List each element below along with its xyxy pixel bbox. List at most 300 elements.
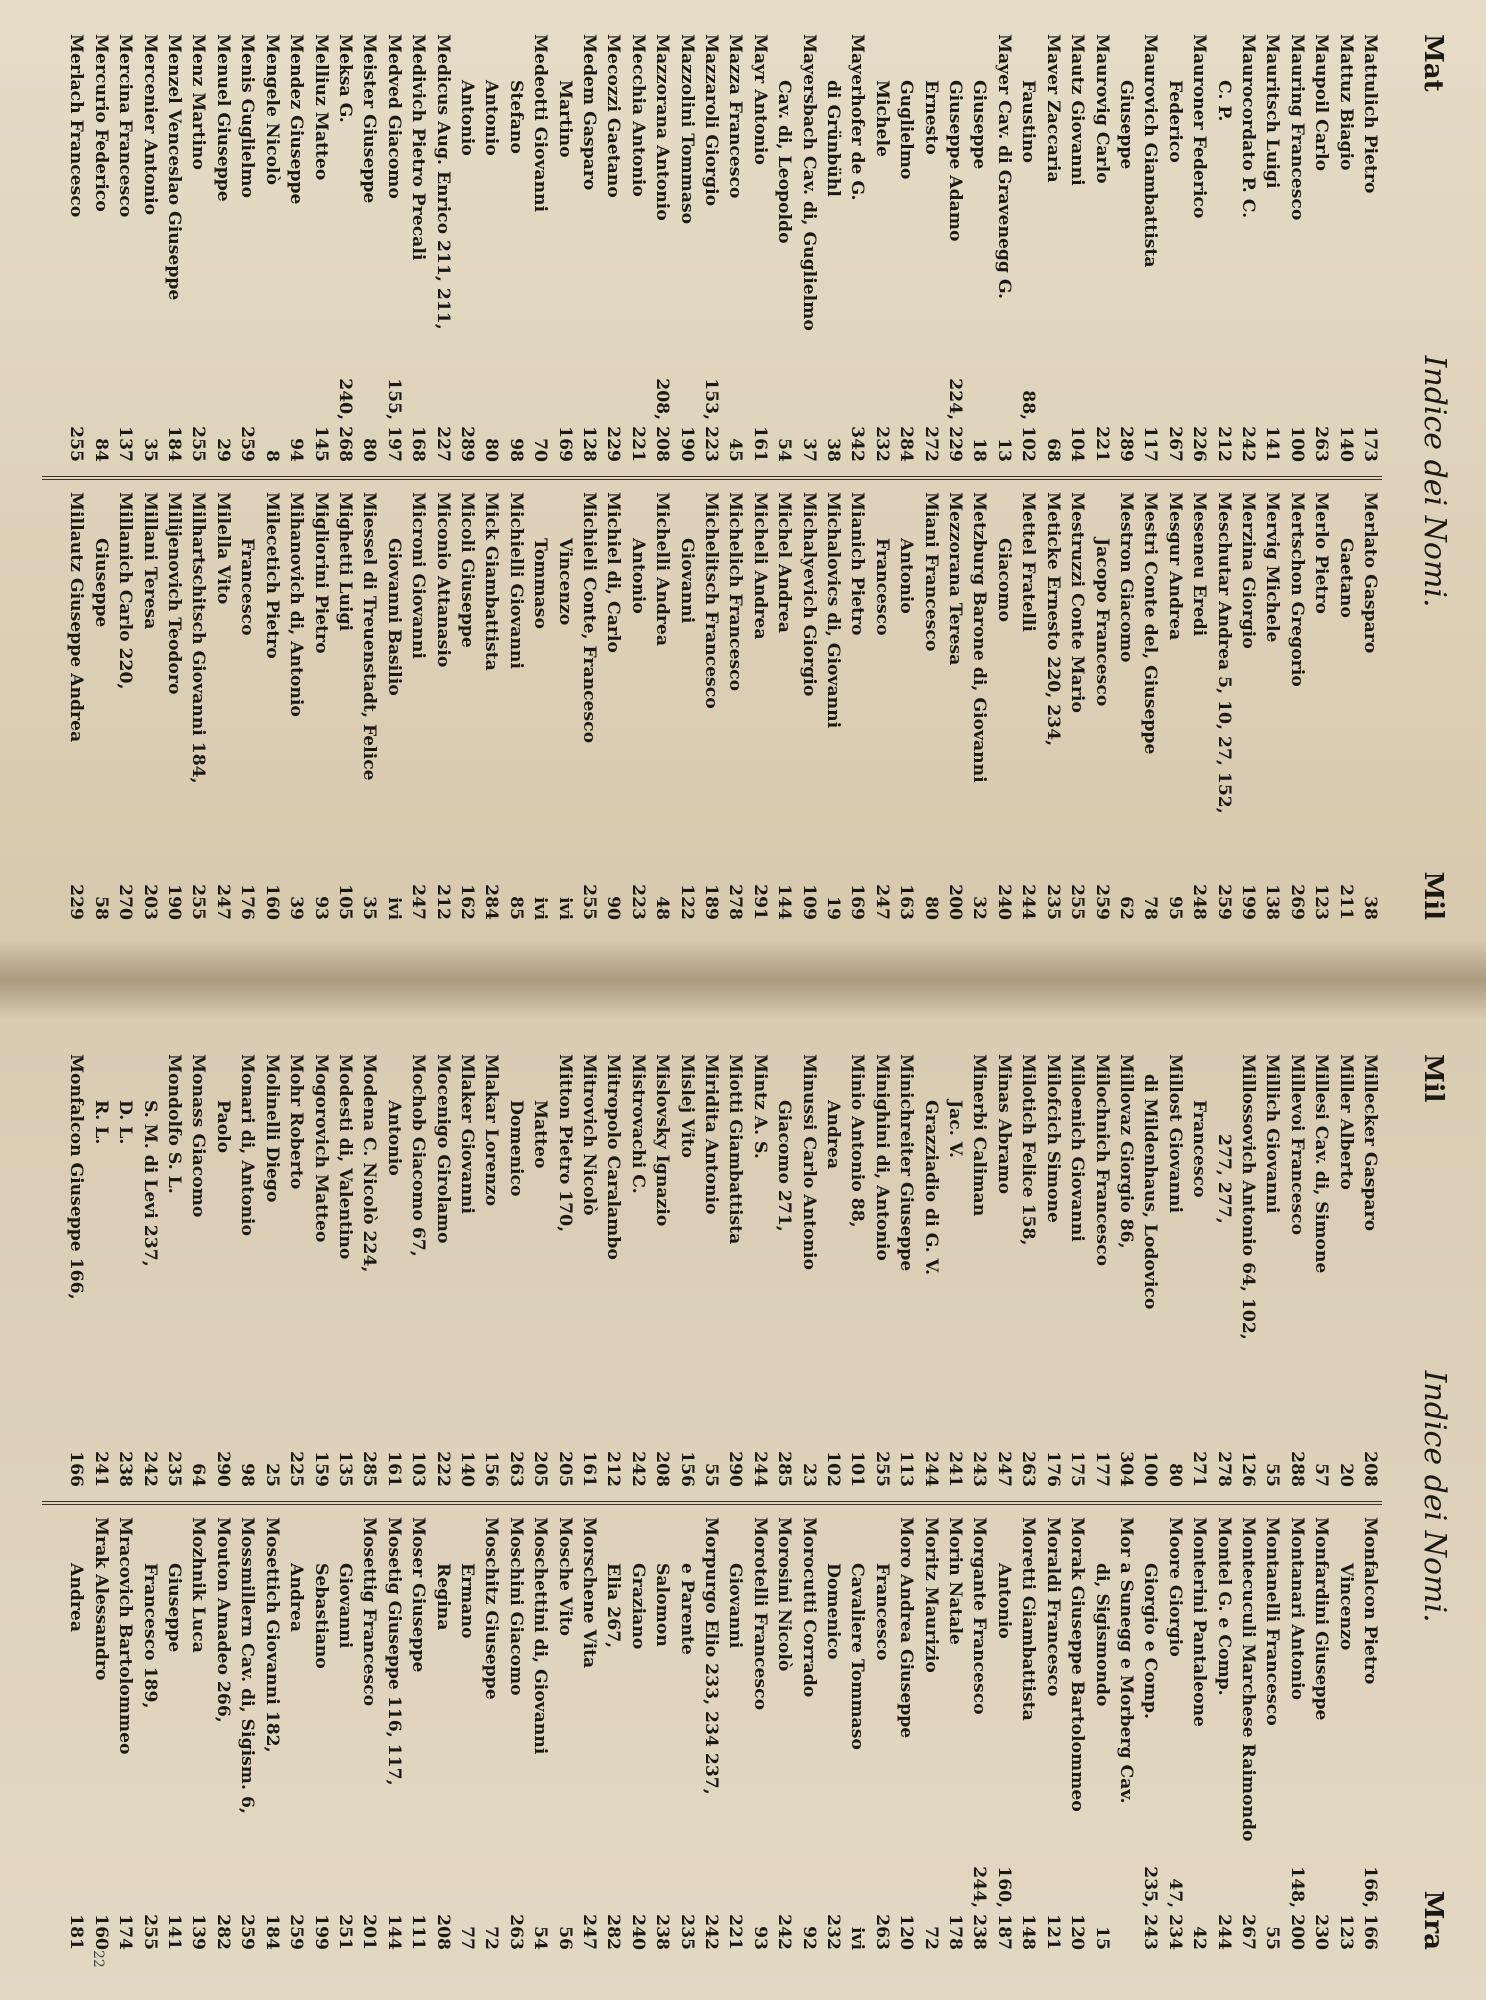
entry-name: Miloenich Giovanni	[1067, 1054, 1088, 1242]
index-entry	[894, 1054, 918, 1487]
entry-pages: 80	[481, 438, 502, 462]
index-entry	[503, 34, 527, 462]
entry-name: Federico	[1164, 80, 1185, 163]
index-entry	[1065, 34, 1089, 462]
entry-pages: 278	[725, 884, 746, 920]
entry-pages: 235, 243	[1140, 1866, 1161, 1950]
index-entry	[1211, 1517, 1235, 1950]
entry-pages: 113	[896, 1451, 917, 1487]
entry-name: Giuseppe Adamo	[945, 80, 966, 242]
entry-name: Elia 267,	[603, 1563, 624, 1649]
index-entry	[650, 492, 674, 920]
index-entry	[747, 1517, 771, 1950]
entry-name: Antonio	[456, 80, 477, 156]
entry-pages: 20	[1335, 1463, 1356, 1487]
entry-name: Mautz Giovanni	[1067, 34, 1088, 186]
index-entry	[601, 1054, 625, 1487]
entry-pages: 251	[334, 1914, 355, 1950]
entry-pages: 90	[603, 896, 624, 920]
entry-name: Mezzorana Teresa	[945, 492, 966, 666]
entry-name: Jacopo Francesco	[1091, 538, 1112, 707]
index-entry	[967, 492, 991, 920]
entry-name: Antonio	[993, 1563, 1014, 1639]
entry-name: D. L.	[115, 1100, 136, 1145]
entry-name: R. L.	[90, 1100, 111, 1145]
entry-name: Michielli Giovanni	[505, 492, 526, 669]
entry-name: Francesco	[1189, 1100, 1210, 1198]
index-entry	[64, 1054, 88, 1487]
entry-pages: 285	[359, 1451, 380, 1487]
entry-name: Sebastiano	[310, 1563, 331, 1669]
index-entry	[1309, 492, 1333, 920]
entry-pages: 255	[188, 884, 209, 920]
index-entry	[479, 34, 503, 462]
index-entry	[357, 1517, 381, 1950]
entry-pages: 263	[505, 1914, 526, 1950]
entry-pages: 285	[774, 1451, 795, 1487]
entry-pages: 221	[1091, 426, 1112, 462]
index-entry	[455, 492, 479, 920]
entry-name: Morocutti Corrado	[798, 1517, 819, 1698]
entry-pages: 229	[603, 426, 624, 462]
index-entry	[1040, 1517, 1064, 1950]
entry-name: Millossovich Antonio 64, 102,	[1237, 1054, 1258, 1340]
entry-name: Monterini Pantaleone	[1189, 1517, 1210, 1727]
index-entry	[967, 1054, 991, 1487]
entry-pages: 278	[1213, 1451, 1234, 1487]
index-entry	[113, 1054, 137, 1487]
entry-pages: 212	[603, 1451, 624, 1487]
left-column-1	[42, 34, 1382, 462]
entry-name: Gaetano	[1335, 538, 1356, 618]
entry-name: Mecozzi Gaetano	[603, 34, 624, 198]
entry-name: Miessel di Treuenstadt, Felice	[359, 492, 380, 781]
entry-name: Millevoi Francesco	[1286, 1054, 1307, 1236]
entry-name: Mayerhofer de G.	[847, 34, 868, 201]
entry-pages: 57	[1311, 1463, 1332, 1487]
entry-pages: 289	[1115, 426, 1136, 462]
entry-pages: 208, 208	[652, 378, 673, 462]
entry-pages: 104	[1067, 426, 1088, 462]
entry-name: Minighini di, Antonio	[871, 1054, 892, 1261]
index-entry	[943, 34, 967, 462]
right-header-title: Indice dei Nomi.	[1417, 1370, 1452, 1623]
index-entry	[577, 1054, 601, 1487]
entry-pages: 263	[1018, 1451, 1039, 1487]
entry-name: Guglielmo	[896, 80, 917, 180]
entry-name: Mengele Nicolò	[261, 34, 282, 186]
entry-name: Minio Antonio 88,	[847, 1054, 868, 1228]
entry-name: Morschene Vita	[579, 1517, 599, 1669]
index-entry	[430, 1054, 454, 1487]
entry-pages: 240	[627, 1914, 648, 1950]
entry-name: Menis Guglielmo	[237, 34, 258, 199]
index-entry	[625, 34, 649, 462]
entry-pages: 58	[90, 896, 111, 920]
entry-name: Mazza Francesco	[725, 34, 746, 199]
index-entry	[1040, 34, 1064, 462]
index-entry	[1065, 492, 1089, 920]
index-entry	[381, 34, 405, 462]
entry-pages: 37	[798, 438, 819, 462]
entry-name: Merlo Pietro	[1311, 492, 1332, 614]
entry-name: Mozhnik Luca	[188, 1517, 209, 1653]
entry-pages: 47, 234	[1164, 1878, 1185, 1950]
index-entry	[577, 34, 601, 462]
entry-name: Mercina Francesco	[115, 34, 136, 218]
entry-name: Modena C. Nicolò 224,	[359, 1054, 380, 1273]
entry-pages: 72	[920, 1926, 941, 1950]
index-entry	[406, 1517, 430, 1950]
entry-pages: 259	[1091, 884, 1112, 920]
entry-name: Molinelli Diego	[261, 1054, 282, 1203]
index-entry	[552, 1517, 576, 1950]
index-entry	[1236, 492, 1260, 920]
index-entry	[1236, 1517, 1260, 1950]
entry-name: Millecker Gasparo	[1360, 1054, 1380, 1232]
entry-name: S. M. di Levi 237,	[139, 1100, 160, 1267]
entry-pages: 240	[993, 884, 1014, 920]
entry-name: Medeotti Giovanni	[530, 34, 551, 213]
index-entry	[674, 1054, 698, 1487]
entry-name: Milotich Felice 158,	[1018, 1054, 1039, 1246]
entry-name: Mattulich Pietro	[1360, 34, 1380, 194]
index-entry	[1016, 34, 1040, 462]
entry-name: Miller Alberto	[1335, 1054, 1356, 1190]
entry-name: 277, 277,	[1213, 1134, 1234, 1224]
entry-pages: 244, 238	[969, 1866, 990, 1950]
entry-pages: 272	[920, 426, 941, 462]
index-entry	[1333, 1054, 1357, 1487]
entry-pages: 156	[676, 1451, 697, 1487]
index-entry	[528, 34, 552, 462]
entry-pages: 162	[456, 884, 477, 920]
entry-name: Giuseppe	[969, 80, 990, 170]
entry-name: Antonio	[896, 538, 917, 614]
entry-name: Millani Teresa	[139, 492, 160, 630]
entry-name: Antonio	[627, 538, 648, 614]
index-entry	[821, 1517, 845, 1950]
entry-pages: 141	[164, 1914, 185, 1950]
entry-pages: 229	[66, 884, 87, 920]
entry-pages: 38	[1360, 896, 1380, 920]
entry-name: Tommaso	[530, 538, 551, 629]
entry-pages: 208	[1360, 1451, 1380, 1487]
index-entry	[772, 492, 796, 920]
entry-pages: 255	[1067, 884, 1088, 920]
entry-name: Moschettini di, Giovanni	[530, 1517, 551, 1755]
entry-name: Mesgur Andrea	[1164, 492, 1185, 641]
entry-name: Miotti Giambattista	[725, 1054, 746, 1245]
entry-name: Monfalcon Giuseppe 166,	[66, 1054, 87, 1300]
entry-name: Melliuz Matteo	[310, 34, 331, 181]
entry-name: Francesco	[237, 538, 258, 636]
index-entry	[967, 34, 991, 462]
entry-pages: 35	[359, 896, 380, 920]
index-entry	[1065, 1054, 1089, 1487]
entry-pages: 163	[896, 884, 917, 920]
entry-pages: 240, 268	[334, 378, 355, 462]
index-entry	[699, 34, 723, 462]
index-entry	[1284, 1517, 1308, 1950]
index-entry	[674, 34, 698, 462]
entry-pages: 138	[1262, 884, 1283, 920]
entry-pages: 155, 197	[383, 378, 404, 462]
entry-pages: 242	[1237, 426, 1258, 462]
entry-name: Miconio Attanasio	[432, 492, 453, 668]
index-entry	[1040, 1054, 1064, 1487]
entry-name: Merlach Francesco	[66, 34, 87, 218]
index-entry	[113, 492, 137, 920]
entry-name: Miridita Antonio	[701, 1054, 722, 1215]
entry-name: Michelli Andrea	[652, 492, 673, 646]
entry-pages: 18	[969, 438, 990, 462]
entry-pages: 244	[1213, 1914, 1234, 1950]
entry-name: Moretti Giambattista	[1018, 1517, 1039, 1721]
entry-pages: 140	[1335, 426, 1356, 462]
index-entry	[259, 492, 283, 920]
entry-name: Mianich Pietro	[847, 492, 868, 636]
index-entry	[137, 34, 161, 462]
entry-pages: 223	[627, 884, 648, 920]
index-entry	[747, 492, 771, 920]
entry-name: Medivich Pietro Precali	[408, 34, 429, 261]
index-entry	[869, 1054, 893, 1487]
entry-pages: 8	[261, 450, 282, 462]
index-entry	[235, 492, 259, 920]
entry-pages: 32	[969, 896, 990, 920]
entry-pages: 101	[847, 1451, 868, 1487]
index-entry	[88, 34, 112, 462]
entry-name: Francesco	[871, 538, 892, 636]
entry-pages: 200	[945, 884, 966, 920]
index-entry	[650, 1517, 674, 1950]
entry-name: Minerbi Caliman	[969, 1054, 990, 1217]
entry-pages: 184	[261, 1914, 282, 1950]
entry-pages: 203	[139, 884, 160, 920]
entry-pages: 241	[945, 1451, 966, 1487]
entry-name: Paolo	[212, 1100, 233, 1154]
entry-name: Mayr Antonio	[749, 34, 770, 165]
index-entry	[1284, 492, 1308, 920]
index-entry	[88, 492, 112, 920]
entry-name: Meksa G.	[334, 34, 355, 123]
entry-name: Francesco	[871, 1563, 892, 1661]
entry-pages: 175	[1067, 1451, 1088, 1487]
index-entry	[918, 1517, 942, 1950]
index-entry	[967, 1517, 991, 1950]
index-entry	[1138, 34, 1162, 462]
index-entry	[894, 492, 918, 920]
entry-pages: 72	[481, 1926, 502, 1950]
page-number: 22	[90, 1950, 106, 1968]
index-entry	[308, 1517, 332, 1950]
entry-pages: 247	[871, 884, 892, 920]
entry-name: Moritz Maurizio	[920, 1517, 941, 1673]
entry-name: Mitrovich Nicolò	[579, 1054, 599, 1216]
index-entry	[162, 1054, 186, 1487]
entry-pages: 64	[188, 1463, 209, 1487]
left-running-header	[1382, 34, 1452, 920]
entry-pages: 255	[188, 426, 209, 462]
index-entry	[162, 1517, 186, 1950]
entry-pages: 222	[432, 1451, 453, 1487]
index-entry	[747, 1054, 771, 1487]
entry-name: Mitton Pietro 170,	[554, 1054, 575, 1233]
entry-name: Grazziadio di G. V.	[920, 1100, 941, 1275]
entry-pages: 128	[579, 426, 599, 462]
entry-pages: 248	[1189, 884, 1210, 920]
entry-name: Mestron Giacomo	[1115, 492, 1136, 663]
index-entry	[1162, 492, 1186, 920]
entry-pages: 284	[896, 426, 917, 462]
entry-pages: 232	[823, 1914, 844, 1950]
index-entry	[503, 1517, 527, 1950]
entry-pages: 255	[139, 1914, 160, 1950]
index-entry	[943, 492, 967, 920]
index-entry	[1016, 492, 1040, 920]
entry-name: Domenico	[505, 1100, 526, 1197]
entry-pages: 137	[115, 426, 136, 462]
entry-name: Mauring Francesco	[1286, 34, 1307, 221]
entry-name: Mouton Amadeo 266,	[212, 1517, 233, 1723]
entry-pages: 241	[90, 1451, 111, 1487]
entry-name: Montel G. e Comp.	[1213, 1517, 1234, 1696]
entry-pages: 45	[725, 438, 746, 462]
index-entry	[918, 492, 942, 920]
entry-pages: 153, 223	[701, 378, 722, 462]
index-entry	[869, 1517, 893, 1950]
entry-pages: 169	[554, 426, 575, 462]
index-entry	[381, 1054, 405, 1487]
index-entry	[479, 1517, 503, 1950]
index-entry	[894, 34, 918, 462]
index-entry	[88, 1517, 112, 1950]
entry-pages: 102	[823, 1451, 844, 1487]
entry-name: di, Sigismondo	[1091, 1563, 1112, 1707]
entry-pages: 98	[505, 438, 526, 462]
entry-pages: 205	[530, 1451, 551, 1487]
entry-name: Maurocordato P. C.	[1237, 34, 1258, 219]
entry-name: Mitropolo Caralambo	[603, 1054, 624, 1260]
entry-pages: 284	[481, 884, 502, 920]
index-entry	[357, 492, 381, 920]
entry-pages: 176	[1042, 1451, 1063, 1487]
entry-name: Mislej Vito	[676, 1054, 697, 1158]
entry-pages: 144	[383, 1914, 404, 1950]
entry-pages: 201	[359, 1914, 380, 1950]
entry-name: Millovaz Giorgio 86,	[1115, 1054, 1136, 1249]
entry-pages: 13	[993, 438, 1014, 462]
index-entry	[796, 1054, 820, 1487]
entry-name: Mattuz Biagio	[1335, 34, 1356, 171]
index-entry	[650, 1054, 674, 1487]
entry-name: Montanari Antonio	[1286, 1517, 1307, 1700]
index-entry	[772, 1054, 796, 1487]
index-entry	[211, 34, 235, 462]
index-entry	[747, 34, 771, 462]
entry-name: Giovanni	[676, 538, 697, 624]
entry-pages: 235	[676, 1914, 697, 1950]
index-entry	[796, 492, 820, 920]
entry-name: Mosetig Giuseppe 116, 117,	[383, 1517, 404, 1786]
entry-pages: 117	[1140, 426, 1161, 462]
entry-pages: 255	[66, 426, 87, 462]
index-entry	[601, 34, 625, 462]
index-entry	[333, 1517, 357, 1950]
entry-name: Merlato Gasparo	[1360, 492, 1380, 654]
entry-pages: 100	[1286, 426, 1307, 462]
entry-pages: 291	[749, 884, 770, 920]
index-entry	[869, 492, 893, 920]
index-entry	[1162, 1054, 1186, 1487]
entry-name: Mestri Conte del, Giuseppe	[1140, 492, 1161, 755]
entry-pages: 178	[945, 1914, 966, 1950]
index-entry	[1260, 1054, 1284, 1487]
entry-name: Moschini Giacomo	[505, 1517, 526, 1696]
index-entry	[552, 492, 576, 920]
index-entry	[992, 1517, 1016, 1950]
entry-pages: 289	[456, 426, 477, 462]
entry-name: Mendez Giuseppe	[286, 34, 307, 205]
entry-pages: 135	[334, 1451, 355, 1487]
entry-name: Maurovig Carlo	[1091, 34, 1112, 184]
entry-pages: 243	[969, 1451, 990, 1487]
entry-pages: 55	[1262, 1926, 1283, 1950]
entry-pages: 55	[701, 1463, 722, 1487]
index-entry	[1260, 34, 1284, 462]
entry-name: Michelich Francesco	[725, 492, 746, 692]
index-entry	[503, 1054, 527, 1487]
index-entry	[1089, 34, 1113, 462]
entry-pages: 94	[286, 438, 307, 462]
right-header-start: Mil	[1418, 1054, 1448, 1103]
entry-pages: 161	[383, 1451, 404, 1487]
entry-name: Metzburg Barone di, Giovanni	[969, 492, 990, 783]
entry-pages: 177	[1091, 1451, 1112, 1487]
index-entry	[894, 1517, 918, 1950]
entry-name: Mervig Michele	[1262, 492, 1283, 643]
entry-name: Antonio	[383, 1100, 404, 1176]
entry-name: Michelitsch Francesco	[701, 492, 722, 709]
entry-name: Mohr Roberto	[286, 1054, 307, 1190]
index-entry	[992, 1054, 1016, 1487]
entry-name: Moraldi Francesco	[1042, 1517, 1063, 1697]
entry-pages: 232	[871, 426, 892, 462]
entry-name: Giovanni Basilio	[383, 538, 404, 696]
entry-name: di Mildenhaus, Lodovico	[1140, 1074, 1161, 1310]
index-entry	[845, 34, 869, 462]
index-entry	[577, 492, 601, 920]
right-page-columns	[42, 1054, 1382, 1950]
entry-name: Francesco 189,	[139, 1563, 160, 1709]
index-entry	[674, 492, 698, 920]
entry-pages: 267	[1164, 426, 1185, 462]
index-entry	[211, 1054, 235, 1487]
index-entry	[1016, 1517, 1040, 1950]
entry-name: Monari di, Antonio	[237, 1054, 258, 1236]
entry-name: Micoli Giuseppe	[456, 492, 477, 648]
entry-pages: 238	[115, 1451, 136, 1487]
index-entry	[1162, 34, 1186, 462]
entry-pages: 68	[1042, 438, 1063, 462]
entry-name: Michalyevich Giorgio	[798, 492, 819, 697]
entry-pages: 208	[432, 1914, 453, 1950]
index-entry	[918, 1054, 942, 1487]
index-entry	[1162, 1517, 1186, 1950]
left-header-title: Indice dei Nomi.	[1417, 355, 1452, 608]
entry-pages: 159	[310, 1451, 331, 1487]
